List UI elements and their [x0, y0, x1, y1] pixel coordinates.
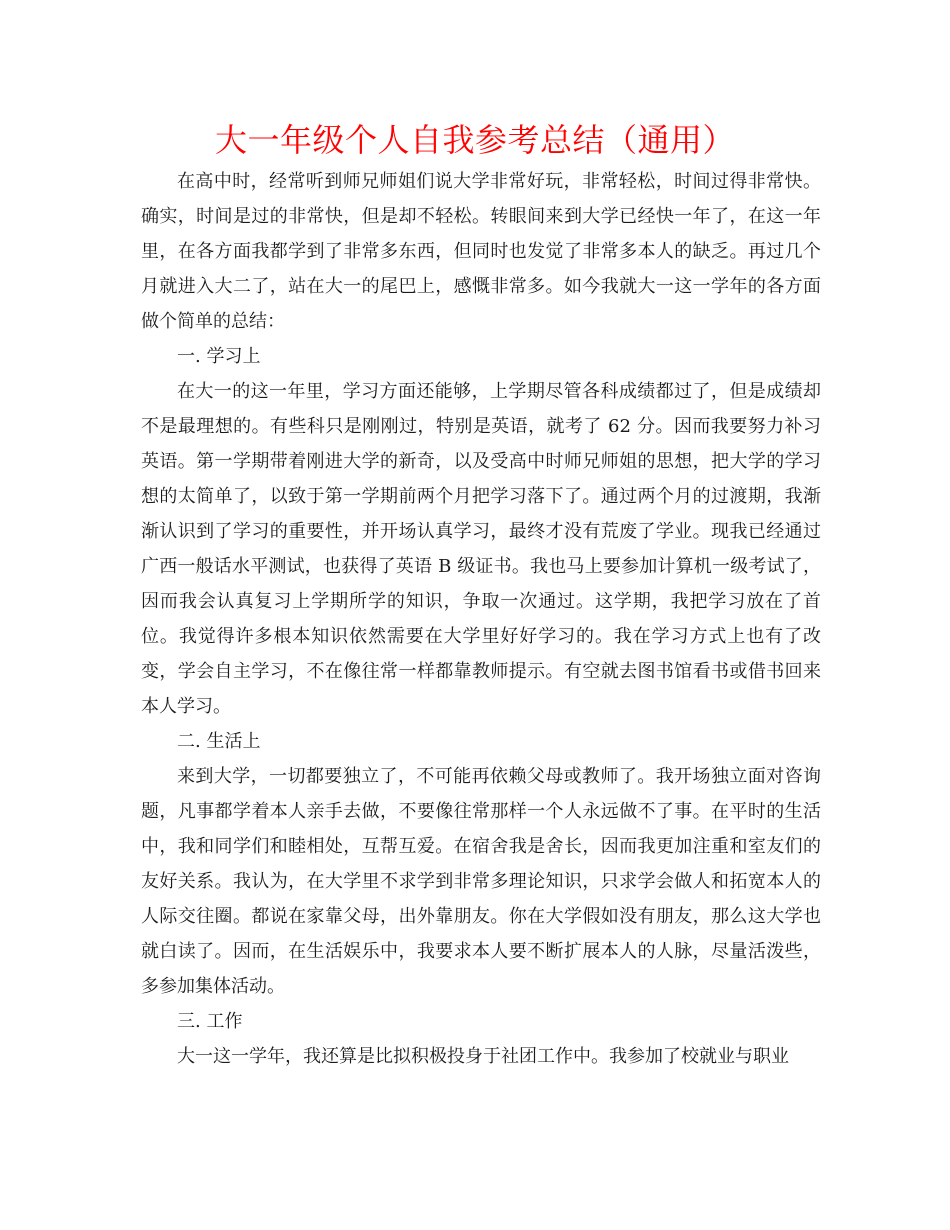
document-body — [141, 164, 821, 1074]
section-heading-work: 三. 工作 — [177, 1011, 243, 1032]
document-title: 大一年级个人自我参考总结（通用） — [214, 121, 735, 159]
intro-paragraph: 在高中时，经常听到师兄师姐们说大学非常好玩，非常轻松，时间过得非常快。确实，时间是过的非常快，但是却不轻松。转眼间来到大学已经快一年了，在这一年里，在各方面我都学到了非常多东西，但同时也发觉了非常多本人的缺乏。再过几个月就进入大二了，站在大一的尾巴上，感慨非常多。如今我就大一这一学年的各方面做个简单的总结： — [141, 171, 821, 332]
life-paragraph: 来到大学，一切都要独立了，不可能再依赖父母或教师了。我开场独立面对咨询题，凡事都学着本人亲手去做，不要像往常那样一个人永远做不了事。在平时的生活中，我和同学们和睦相处，互帮互爱。在宿舍我是舍长，因而我更加注重和室友们的友好关系。我认为，在大学里不求学到非常多理论知识，只求学会做人和拓宽本人的人际交往圈。都说在家靠父母，出外靠朋友。你在大学假如没有朋友，那么这大学也就白读了。因而，在生活娱乐中，我要求本人要不断扩展本人的人脉，尽量活泼些，多参加集体活动。 — [141, 766, 821, 997]
work-paragraph: 大一这一学年，我还算是比拟积极投身于社团工作中。我参加了校就业与职业 — [177, 1046, 789, 1067]
section-heading-life: 二. 生活上 — [177, 731, 261, 752]
section-heading-study: 一. 学习上 — [177, 346, 261, 367]
study-paragraph: 在大一的这一年里，学习方面还能够，上学期尽管各科成绩都过了，但是成绩却不是最理想的。有些科只是刚刚过，特别是英语，就考了 62 分。因而我要努力补习英语。第一学期带着刚进大学的新奇，以及受高中时师兄师姐的思想，把大学的学习想的太简单了，以致于第一学期前两个月把学习落下了。通过两个月的过渡期，我渐渐认识到了学习的重要性，并开场认真学习，最终才没有荒废了学业。现我已经通过广西一般话水平测试，也获得了英语 B 级证书。我也马上要参加计算机一级考试了，因而我会认真复习上学期所学的知识，争取一次通过。这学期，我把学习放在了首位。我觉得许多根本知识依然需要在大学里好好学习的。我在学习方式上也有了改变，学会自主学习，不在像往常一样都靠教师提示。有空就去图书馆看书或借书回来本人学习。 — [141, 381, 821, 717]
